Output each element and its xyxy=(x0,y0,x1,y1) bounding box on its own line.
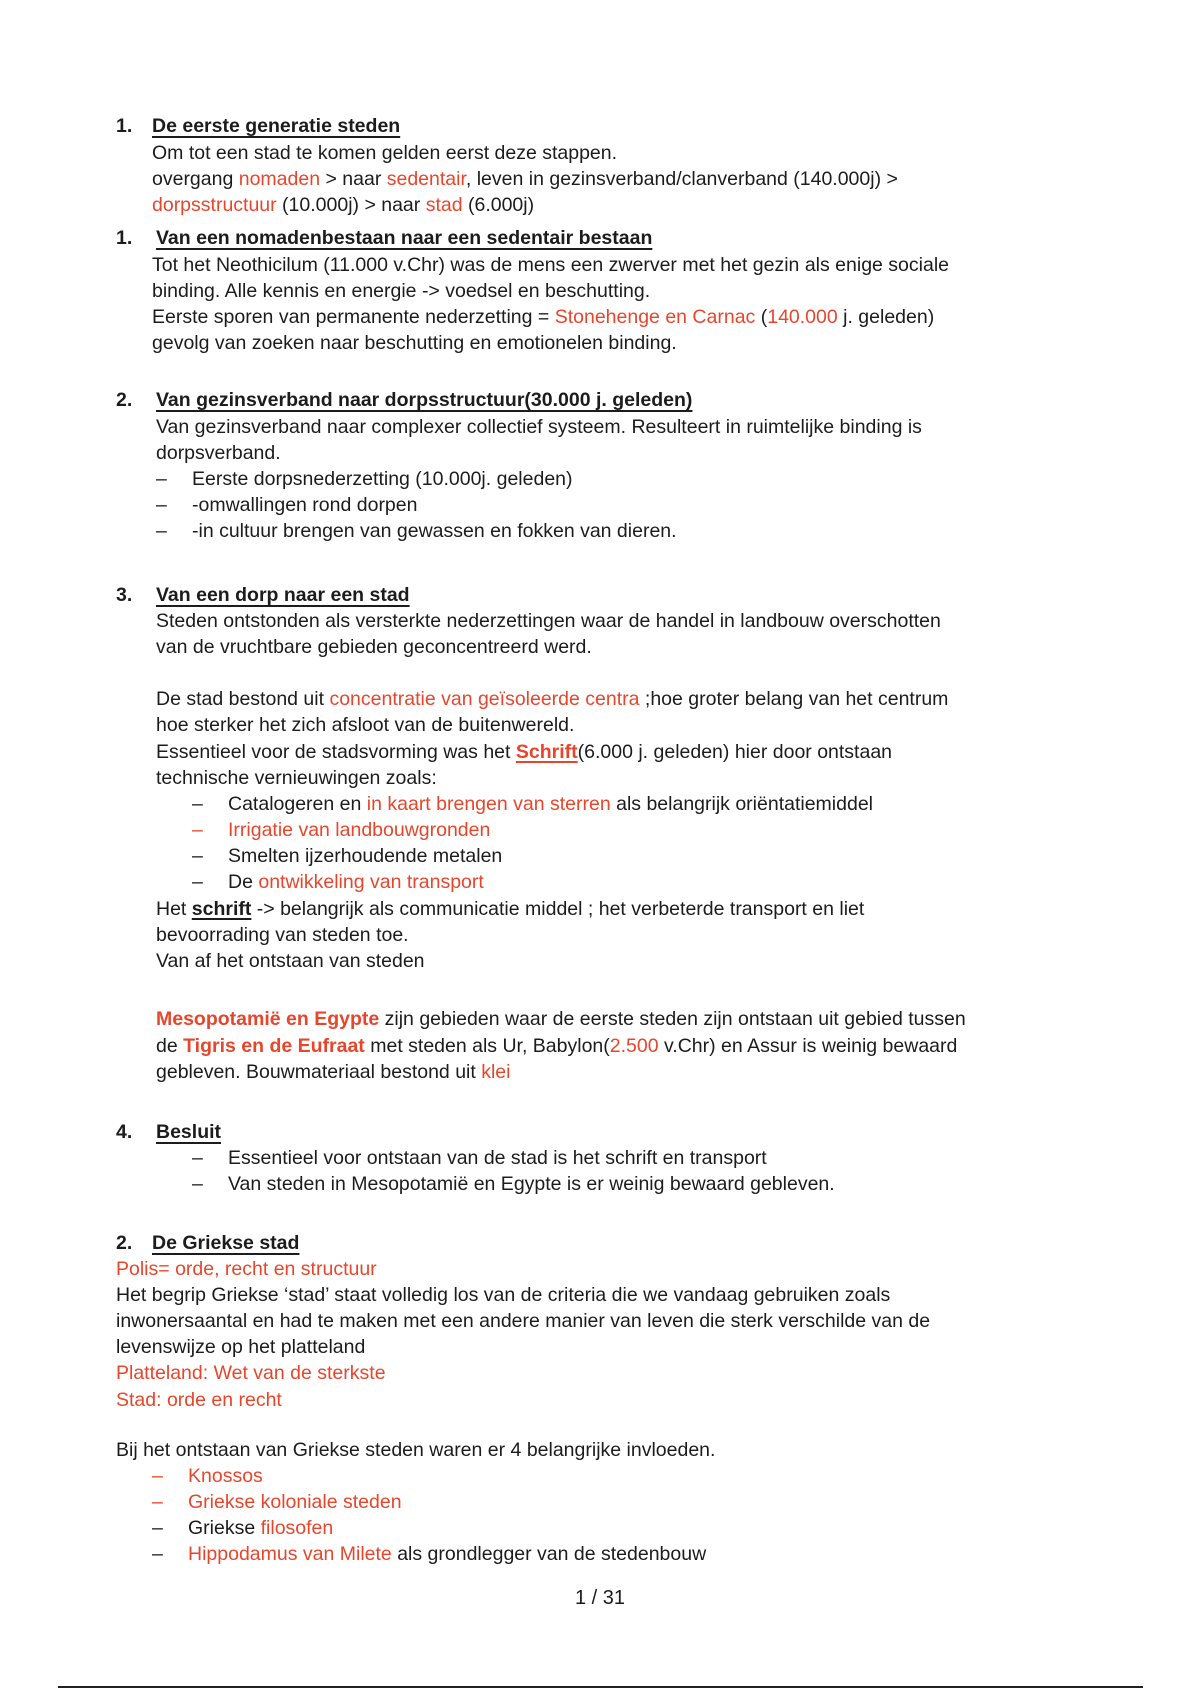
dash-marker: – xyxy=(152,1465,163,1487)
dash-marker: – xyxy=(192,845,203,867)
paragraph-line: levenswijze op het platteland xyxy=(116,1336,366,1358)
paragraph-line: Van gezinsverband naar complexer collectief systeem. Resulteert in ruimtelijke binding is xyxy=(156,416,922,438)
section-number: 1. xyxy=(116,115,133,137)
paragraph-line: De stad bestond uit concentratie van geïsoleerde centra ;hoe groter belang van het centrum xyxy=(156,688,949,710)
highlight-term: stad xyxy=(425,194,463,216)
highlight-term: Stonehenge en Carnac xyxy=(554,306,756,328)
paragraph-line: binding. Alle kennis en energie -> voedsel en beschutting. xyxy=(152,280,651,302)
paragraph-line: de Tigris en de Eufraat met steden als Ur, Babylon(2.500 v.Chr) en Assur is weinig bewaard xyxy=(156,1035,958,1057)
highlight-term: 140.000 xyxy=(767,306,838,328)
highlight-term: Mesopotamië en Egypte xyxy=(156,1008,380,1030)
section-title: De Griekse stad xyxy=(152,1232,300,1254)
dash-marker: – xyxy=(156,520,167,542)
paragraph-line: overgang nomaden > naar sedentair, leven in gezinsverband/clanverband (140.000j) > xyxy=(152,168,898,190)
highlight-term: klei xyxy=(481,1061,511,1083)
paragraph-line: Bij het ontstaan van Griekse steden waren er 4 belangrijke invloeden. xyxy=(116,1439,716,1461)
section-number: 4. xyxy=(116,1121,133,1143)
paragraph-line: inwonersaantal en had te maken met een andere manier van leven die sterk verschilde van de xyxy=(116,1310,931,1332)
section-number: 3. xyxy=(116,584,133,606)
section-title: Besluit xyxy=(156,1121,222,1143)
highlight-term: Schrift xyxy=(515,741,578,763)
highlight-term: in kaart brengen van sterren xyxy=(366,793,611,815)
footer-divider xyxy=(58,1686,1143,1688)
paragraph-line: hoe sterker het zich afsloot van de buitenwereld. xyxy=(156,714,575,736)
highlight-term: dorpsstructuur xyxy=(152,194,277,216)
highlight-term: concentratie van geïsoleerde centra xyxy=(329,688,640,710)
emphasis-term: schrift xyxy=(191,898,252,920)
paragraph-line: Essentieel voor de stadsvorming was het Schrift(6.000 j. geleden) hier door ontstaan xyxy=(156,741,893,763)
dash-marker: – xyxy=(156,468,167,490)
section-title: De eerste generatie steden xyxy=(152,115,401,137)
paragraph-line: technische vernieuwingen zoals: xyxy=(156,767,437,789)
paragraph-line: Het schrift -> belangrijk als communicatie middel ; het verbeterde transport en liet xyxy=(156,898,865,920)
dash-marker: – xyxy=(156,494,167,516)
paragraph-line: Het begrip Griekse ‘stad’ staat volledig los van de criteria die we vandaag gebruiken zoals xyxy=(116,1284,891,1306)
paragraph-line: van de vruchtbare gebieden geconcentreerd werd. xyxy=(156,636,592,658)
section-number: 1. xyxy=(116,227,133,249)
paragraph-line: gevolg van zoeken naar beschutting en emotionelen binding. xyxy=(152,332,677,354)
highlight-term: filosofen xyxy=(260,1517,334,1539)
paragraph-line: Platteland: Wet van de sterkste xyxy=(116,1362,386,1384)
dash-marker: – xyxy=(192,871,203,893)
section-title: Van een nomadenbestaan naar een sedentair bestaan xyxy=(156,227,653,249)
dash-marker: – xyxy=(192,1147,203,1169)
dash-marker: – xyxy=(152,1517,163,1539)
dash-marker: – xyxy=(192,819,203,841)
section-number: 2. xyxy=(116,389,133,411)
paragraph-line: Mesopotamië en Egypte zijn gebieden waar de eerste steden zijn ontstaan uit gebied tussen xyxy=(156,1008,966,1030)
dash-marker: – xyxy=(152,1543,163,1565)
paragraph-line: dorpsstructuur (10.000j) > naar stad (6.000j) xyxy=(152,194,535,216)
paragraph-line: Tot het Neothicilum (11.000 v.Chr) was de mens een zwerver met het gezin als enige sociale xyxy=(152,254,949,276)
paragraph-line: Steden ontstonden als versterkte nederzettingen waar de handel in landbouw overschotten xyxy=(156,610,941,632)
highlight-term: Tigris en de Eufraat xyxy=(183,1035,365,1057)
paragraph-line: Eerste sporen van permanente nederzetting = Stonehenge en Carnac (140.000 j. geleden) xyxy=(152,306,935,328)
section-title: Van gezinsverband naar dorpsstructuur(30.000 j. geleden) xyxy=(156,389,693,411)
page-number: 1 / 31 xyxy=(574,1587,626,1609)
dash-marker: – xyxy=(152,1491,163,1513)
paragraph-line: Polis= orde, recht en structuur xyxy=(116,1258,377,1280)
highlight-term: 2.500 xyxy=(609,1035,659,1057)
paragraph-line: gebleven. Bouwmateriaal bestond uit klei xyxy=(156,1061,511,1083)
highlight-term: ontwikkeling van transport xyxy=(258,871,484,893)
paragraph-line: dorpsverband. xyxy=(156,442,281,464)
paragraph-line: Van af het ontstaan van steden xyxy=(156,950,425,972)
section-title: Van een dorp naar een stad xyxy=(156,584,410,606)
highlight-term: nomaden xyxy=(238,168,321,190)
section-number: 2. xyxy=(116,1232,133,1254)
highlight-term: sedentair xyxy=(386,168,466,190)
dash-marker: – xyxy=(192,1173,203,1195)
highlight-term: Hippodamus van Milete xyxy=(188,1543,392,1565)
paragraph-line: Stad: orde en recht xyxy=(116,1389,282,1411)
paragraph-line: bevoorrading van steden toe. xyxy=(156,924,409,946)
paragraph-line: Om tot een stad te komen gelden eerst deze stappen. xyxy=(152,142,618,164)
dash-marker: – xyxy=(192,793,203,815)
